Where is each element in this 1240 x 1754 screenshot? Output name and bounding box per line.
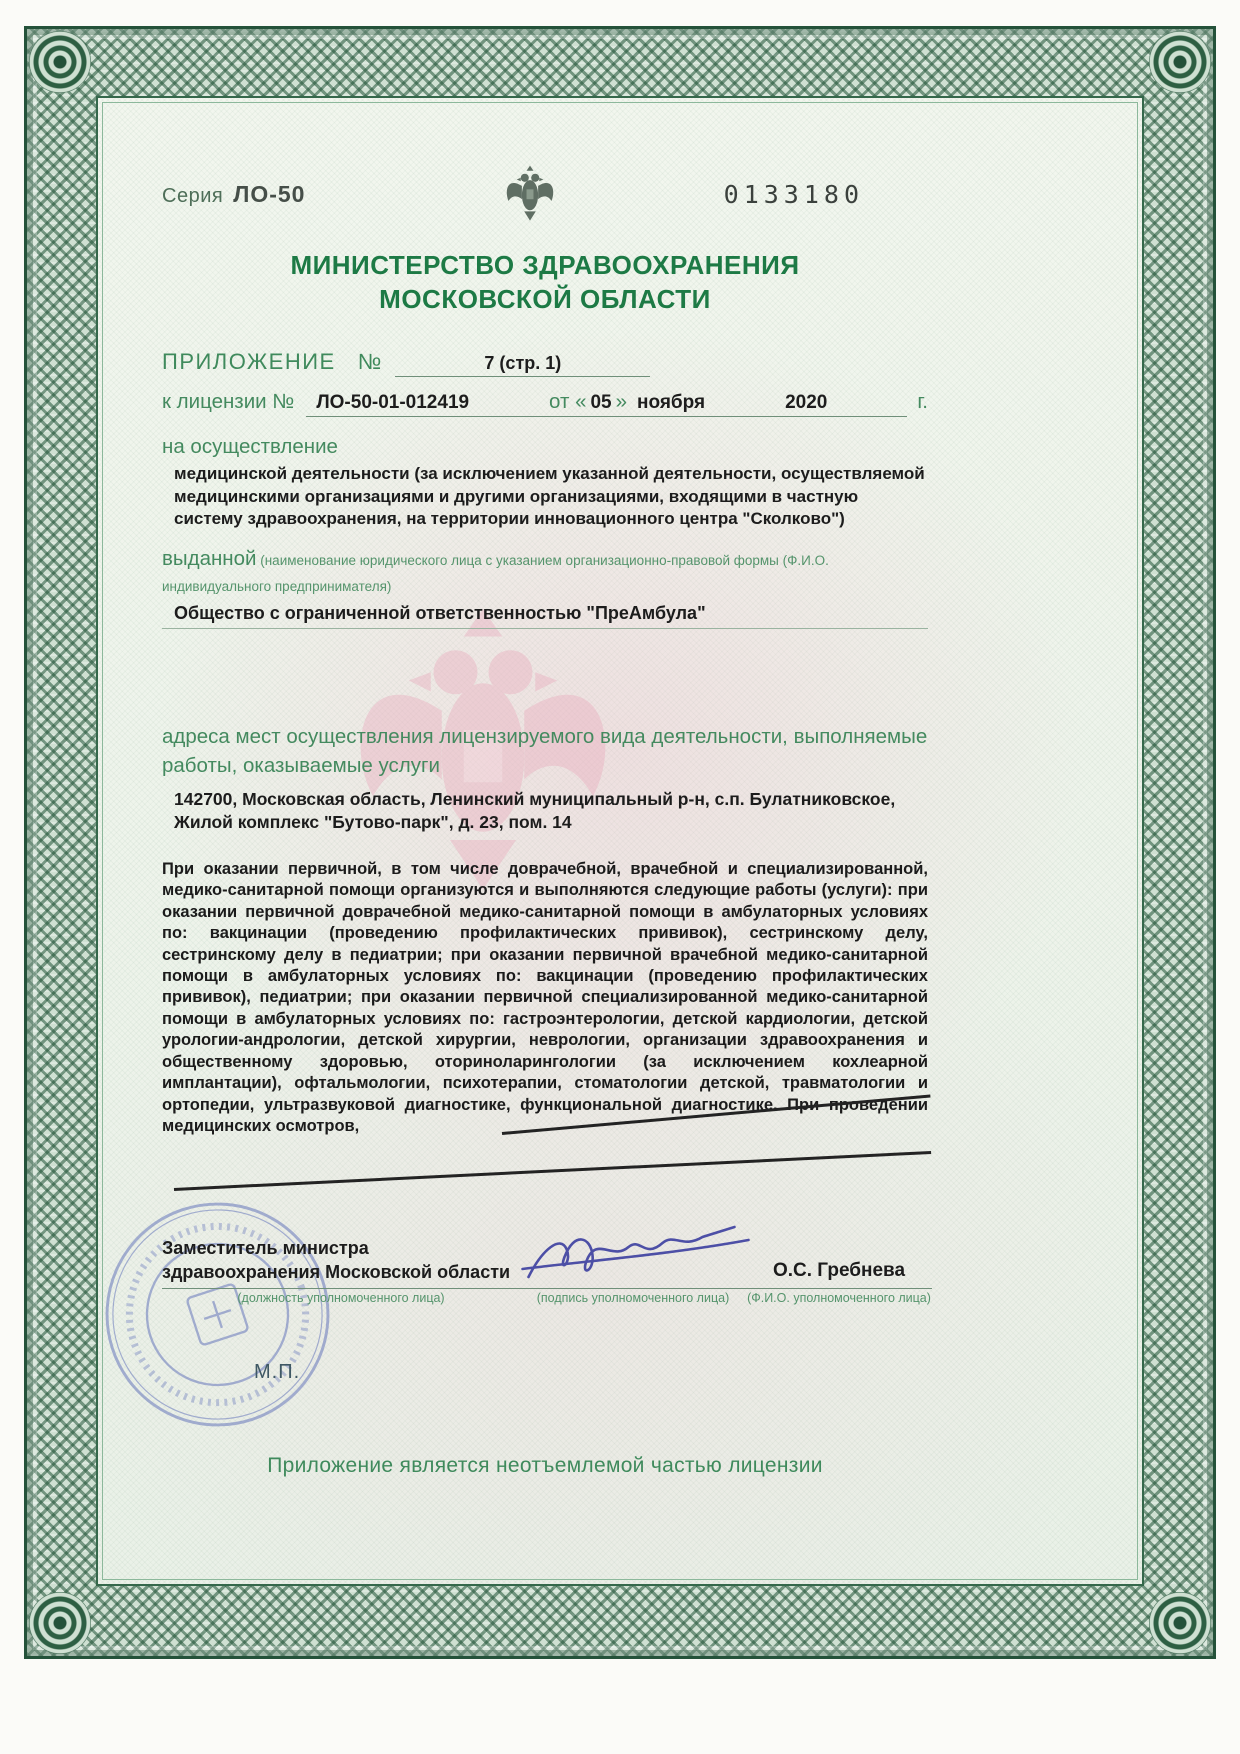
- issued-label: выданной: [162, 547, 257, 571]
- activity-text: медицинской деятельности (за исключением указанной деятельности, осуществляемой медицинскими организациями и другими организациями, входящими в частную систему здравоохранения, на территории инновационного центра "Сколково"): [174, 463, 925, 529]
- annex-row: [162, 349, 928, 377]
- signatory-position-line1: Заместитель министра: [162, 1238, 369, 1259]
- signature-autograph-icon: [514, 1215, 759, 1295]
- addresses-label: адреса мест осуществления лицензируемого вида деятельности, выполняемые работы, оказываемые услуги: [162, 725, 928, 777]
- issued-note: (наименование юридического лица с указанием организационно-правовой формы (Ф.И.О. индивидуального предпринимателя): [162, 553, 829, 595]
- annex-label: ПРИЛОЖЕНИЕ: [162, 348, 336, 374]
- signature-column: [520, 1254, 746, 1305]
- position-caption: (должность уполномоченного лица): [162, 1288, 520, 1305]
- signatory-name: О.С. Гребнева: [772, 1260, 906, 1282]
- license-label: к лицензии №: [162, 389, 295, 413]
- date-year: 2020: [785, 391, 828, 413]
- serial-number: 0133180: [723, 179, 864, 209]
- year-suffix: г.: [917, 389, 928, 413]
- series: [162, 181, 305, 208]
- stamp-place-label: М.П.: [254, 1361, 301, 1384]
- document-content: [162, 98, 931, 1584]
- border-rosette: [1149, 1592, 1211, 1654]
- top-row: [162, 153, 928, 235]
- series-value: ЛО-50: [233, 180, 306, 207]
- signatory-position-column: [162, 1237, 520, 1305]
- certificate-paper: [96, 96, 1144, 1586]
- issued-label-block: [162, 544, 928, 599]
- signature-caption: (подпись уполномоченного лица): [520, 1288, 746, 1305]
- license-number: ЛО-50-01-012419: [316, 391, 470, 413]
- date-day: 05: [590, 391, 612, 413]
- ministry-title-line2: МОСКОВСКОЙ ОБЛАСТИ: [379, 283, 711, 314]
- numero-sign: №: [357, 348, 382, 374]
- address-text: 142700, Московская область, Ленинский муниципальный р-н, с.п. Булатниковское, Жилой комплекс "Бутово-парк", д. 23, пом. 14: [174, 788, 896, 833]
- quote-close: »: [615, 389, 628, 413]
- coat-of-arms-icon: [501, 153, 559, 235]
- border-rosette: [29, 31, 91, 93]
- license-field-group: [306, 390, 907, 417]
- name-caption: (Ф.И.О. уполномоченного лица): [746, 1288, 932, 1305]
- date-month: ноября: [637, 391, 706, 413]
- ministry-title: [162, 249, 928, 317]
- signatory-position-line2: здравоохранения Московской области: [162, 1261, 511, 1282]
- license-row: [162, 390, 928, 417]
- border-rosette: [29, 1592, 91, 1654]
- signature-block: [162, 1237, 931, 1306]
- strike-line-2: [174, 1151, 931, 1191]
- border-rosette: [1149, 31, 1211, 93]
- annex-number-field: 7 (стр. 1): [395, 353, 650, 377]
- works-text: При оказании первичной, в том числе доврачебной, врачебной и специализированной, медико-санитарной помощи организуются и выполняются следующие работы (услуги): при оказании первичной доврачебной медико-санитарной помощи в амбулаторных условиях по: вакцинации (проведению профилактических прививок), сестринскому делу, сестринскому делу в педиатрии; при оказании первичной врачебной медико-санитарной помощи в амбулаторных условиях по: вакцинации (проведению профилактических прививок), педиатрии; при оказании первичной специализированной медико-санитарной помощи в амбулаторных условиях по: гастроэнтерологии, детской кардиологии, детской урологии-андрологии, детской хирургии, неврологии, организации здравоохранения и общественному здоровью, оториноларингологии (за исключением кохлеарной имплантации), офтальмологии, психотерапии, стоматологии детской, травматологии и ортопедии, ультразвуковой диагностике, функциональной диагностике. При проведении медицинских осмотров,: [162, 859, 928, 1136]
- series-label: Серия: [162, 184, 224, 207]
- purpose-label: на осуществление: [162, 434, 338, 458]
- date-from-label: от «: [549, 389, 587, 413]
- signatory-name-column: [746, 1260, 932, 1305]
- ministry-title-line1: МИНИСТЕРСТВО ЗДРАВООХРАНЕНИЯ: [290, 250, 800, 280]
- footer-note: Приложение является неотъемлемой частью лицензии: [267, 1454, 823, 1478]
- organization-name: Общество с ограниченной ответственностью "ПреАмбула": [162, 603, 928, 629]
